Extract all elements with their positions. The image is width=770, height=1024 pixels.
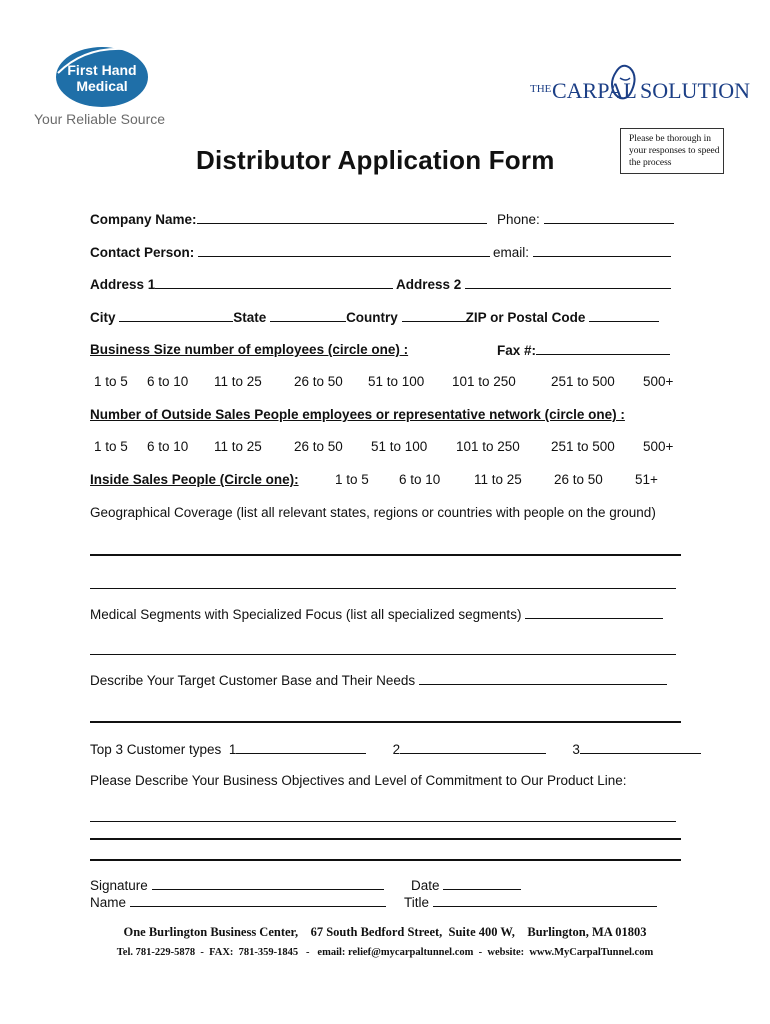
outside-sales-option[interactable]: 11 to 25 bbox=[214, 439, 262, 454]
country-field[interactable] bbox=[402, 309, 466, 322]
inside-sales-option[interactable]: 26 to 50 bbox=[554, 472, 603, 487]
top3-1-number: 1 bbox=[228, 742, 237, 757]
fax-field[interactable] bbox=[536, 342, 670, 355]
outside-sales-label: Number of Outside Sales People employees or representative network (circle one) : bbox=[90, 407, 625, 422]
outside-sales-option[interactable]: 1 to 5 bbox=[94, 439, 128, 454]
objectives-line-2[interactable] bbox=[90, 838, 681, 840]
medical-segments-field[interactable] bbox=[525, 606, 663, 619]
fax-label: Fax #: bbox=[497, 343, 537, 358]
first-hand-medical-logo bbox=[54, 45, 150, 109]
outside-sales-option[interactable]: 500+ bbox=[643, 439, 674, 454]
address1-label: Address 1 bbox=[90, 277, 156, 292]
business-size-option[interactable]: 26 to 50 bbox=[294, 374, 343, 389]
medical-segments-row bbox=[90, 606, 663, 622]
address2-row bbox=[396, 276, 671, 292]
geo-coverage-line-1[interactable] bbox=[90, 554, 681, 556]
company-name-label: Company Name: bbox=[90, 212, 197, 227]
medical-segments-label: Medical Segments with Specialized Focus (list all specialized segments) bbox=[90, 607, 522, 622]
target-customer-field[interactable] bbox=[419, 672, 667, 685]
date-row bbox=[411, 877, 521, 893]
logo-the: THE bbox=[530, 83, 552, 95]
inside-sales-option[interactable]: 1 to 5 bbox=[335, 472, 369, 487]
logo-line-1: First Hand bbox=[67, 62, 137, 78]
geo-coverage-line-2[interactable] bbox=[90, 588, 676, 589]
city-row bbox=[90, 309, 659, 325]
contact-person-row bbox=[90, 244, 490, 260]
logo-solution: SOLUTION bbox=[640, 78, 750, 103]
inside-sales-option[interactable]: 6 to 10 bbox=[399, 472, 441, 487]
name-label: Name bbox=[90, 895, 127, 910]
phone-label: Phone: bbox=[497, 212, 540, 227]
state-field[interactable] bbox=[270, 309, 346, 322]
logo-carpal: CARPAL bbox=[552, 78, 637, 103]
medical-segments-line[interactable] bbox=[90, 654, 676, 655]
page-title: Distributor Application Form bbox=[196, 145, 555, 175]
business-size-option[interactable]: 1 to 5 bbox=[94, 374, 128, 389]
logo-line-2: Medical bbox=[76, 78, 128, 94]
zip-label: ZIP or Postal Code bbox=[465, 310, 586, 325]
phone-field[interactable] bbox=[544, 211, 674, 224]
top3-label: Top 3 Customer types bbox=[90, 742, 222, 757]
state-label: State bbox=[233, 310, 267, 325]
geo-coverage-label: Geographical Coverage (list all relevant states, regions or countries with people on the ground) bbox=[90, 505, 656, 520]
inside-sales-label: Inside Sales People (Circle one): bbox=[90, 472, 299, 487]
business-size-option[interactable]: 251 to 500 bbox=[551, 374, 615, 389]
signature-row bbox=[90, 877, 384, 893]
company-name-field[interactable] bbox=[197, 211, 487, 224]
footer-contact: Tel. 781-229-5878 - FAX: 781-359-1845 - email: relief@mycarpaltunnel.com - website: www.MyCarpalTunnel.com bbox=[116, 947, 654, 958]
top3-row bbox=[90, 741, 701, 757]
name-row bbox=[90, 894, 386, 910]
tagline: Your Reliable Source bbox=[34, 111, 166, 127]
address2-label: Address 2 bbox=[396, 277, 462, 292]
target-customer-line[interactable] bbox=[90, 721, 681, 723]
top3-2-number: 2 bbox=[392, 742, 401, 757]
outside-sales-option[interactable]: 251 to 500 bbox=[551, 439, 615, 454]
business-size-option[interactable]: 500+ bbox=[643, 374, 674, 389]
city-field[interactable] bbox=[119, 309, 233, 322]
carpal-solution-logo bbox=[530, 58, 750, 108]
business-size-option[interactable]: 51 to 100 bbox=[368, 374, 425, 389]
business-size-label: Business Size number of employees (circle one) : bbox=[90, 342, 409, 357]
outside-sales-option[interactable]: 51 to 100 bbox=[371, 439, 428, 454]
top3-2-field[interactable] bbox=[400, 741, 546, 754]
city-label: City bbox=[90, 310, 116, 325]
name-field[interactable] bbox=[130, 894, 386, 907]
business-size-option[interactable]: 101 to 250 bbox=[452, 374, 516, 389]
address1-row bbox=[90, 276, 393, 292]
top3-3-number: 3 bbox=[572, 742, 580, 757]
footer-address: One Burlington Business Center, 67 South Bedford Street, Suite 400 W, Burlington, MA 01803 bbox=[123, 925, 647, 939]
contact-person-field[interactable] bbox=[198, 244, 490, 257]
inside-sales-option[interactable]: 51+ bbox=[635, 472, 658, 487]
note-box bbox=[620, 128, 724, 174]
title-label: Title bbox=[404, 895, 430, 910]
date-field[interactable] bbox=[443, 877, 521, 890]
objectives-line-3[interactable] bbox=[90, 859, 681, 861]
note-text: Please be thorough in your responses to speed the process bbox=[629, 134, 720, 168]
address2-field[interactable] bbox=[465, 276, 671, 289]
email-field[interactable] bbox=[533, 244, 671, 257]
email-label: email: bbox=[493, 245, 530, 260]
date-label: Date bbox=[411, 878, 440, 893]
country-label: Country bbox=[346, 310, 398, 325]
zip-field[interactable] bbox=[589, 309, 659, 322]
target-customer-label: Describe Your Target Customer Base and Their Needs bbox=[90, 673, 416, 688]
top3-3-field[interactable] bbox=[580, 741, 701, 754]
signature-label: Signature bbox=[90, 878, 148, 893]
objectives-line-1[interactable] bbox=[90, 821, 676, 822]
phone-row bbox=[497, 211, 674, 227]
inside-sales-option[interactable]: 11 to 25 bbox=[474, 472, 522, 487]
contact-person-label: Contact Person: bbox=[90, 245, 195, 260]
fax-row bbox=[497, 342, 670, 358]
outside-sales-option[interactable]: 6 to 10 bbox=[147, 439, 189, 454]
title-row bbox=[404, 894, 657, 910]
signature-field[interactable] bbox=[152, 877, 384, 890]
outside-sales-option[interactable]: 26 to 50 bbox=[294, 439, 343, 454]
business-size-option[interactable]: 6 to 10 bbox=[147, 374, 189, 389]
email-row bbox=[493, 244, 671, 260]
outside-sales-option[interactable]: 101 to 250 bbox=[456, 439, 520, 454]
target-customer-row bbox=[90, 672, 667, 688]
top3-1-field[interactable] bbox=[236, 741, 366, 754]
business-size-option[interactable]: 11 to 25 bbox=[214, 374, 262, 389]
title-field[interactable] bbox=[433, 894, 657, 907]
objectives-label: Please Describe Your Business Objectives and Level of Commitment to Our Product Line: bbox=[90, 773, 627, 788]
company-name-row bbox=[90, 211, 487, 227]
address1-field[interactable] bbox=[155, 276, 393, 289]
